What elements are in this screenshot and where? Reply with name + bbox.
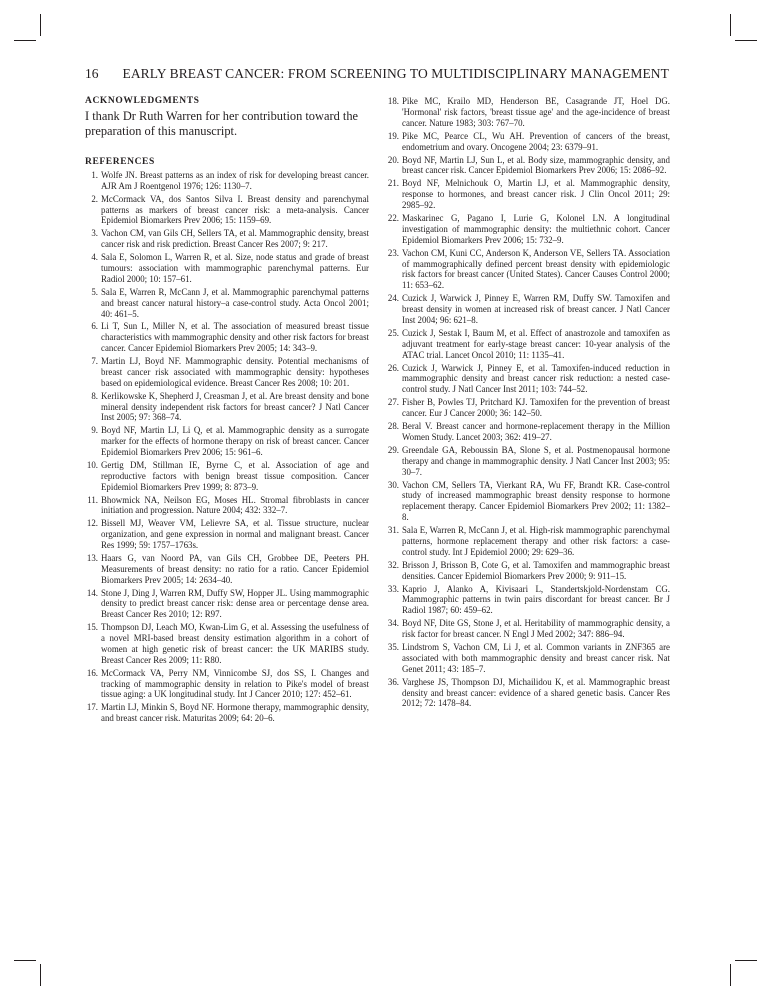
reference-item [85, 425, 369, 458]
reference-number: 12. [86, 518, 98, 529]
reference-number: 23. [387, 247, 399, 258]
crop-mark [40, 964, 41, 986]
reference-text: Maskarinec G, Pagano I, Lurie G, Kolonel LN. A longitudinal investigation of mammographic density: the multiethnic cohort. Cancer Epidemiol Biomarkers Prev 2006; 15: 732–9. [402, 213, 670, 245]
reference-number: 9. [91, 425, 98, 436]
reference-number: 15. [86, 622, 98, 633]
reference-item [85, 702, 369, 724]
crop-mark [735, 40, 757, 41]
reference-text: Haars G, van Noord PA, van Gils CH, Grobbee DE, Peeters PH. Measurements of breast density: no ratio for a ratio. Cancer Epidemiol Biomarkers Prev 2005; 14: 2634–40. [101, 552, 369, 585]
reference-text: Varghese JS, Thompson DJ, Michailidou K, et al. Mammographic breast density and breast cancer: evidence of a shared genetic basis. Cancer Res 2012; 72: 1478–84. [402, 676, 670, 709]
acknowledgments-text: I thank Dr Ruth Warren for her contribution toward the preparation of this manuscript. [85, 109, 359, 138]
reference-text: McCormack VA, Perry NM, Vinnicombe SJ, dos SS, I. Changes and tracking of mammographic density in relation to Pike's model of breast tissue aging: a UK longitudinal study. Int J Cancer 2010; 127: 452–61. [101, 667, 369, 700]
reference-text: Greendale GA, Reboussin BA, Slone S, et al. Postmenopausal hormone therapy and change in mammographic density. J Natl Cancer Inst 2003; 95: 30–7. [402, 444, 670, 477]
reference-item [386, 96, 670, 129]
reference-number: 14. [86, 587, 98, 598]
reference-item [386, 618, 670, 640]
reference-item [386, 480, 670, 523]
reference-number: 3. [91, 228, 98, 239]
reference-number: 1. [91, 170, 98, 180]
reference-number: 27. [387, 397, 399, 408]
reference-text: Pike MC, Pearce CL, Wu AH. Prevention of cancers of the breast, endometrium and ovary. Oncogene 2004; 23: 6379–91. [402, 130, 670, 152]
reference-number: 30. [387, 479, 399, 490]
reference-item [85, 194, 369, 227]
reference-item [85, 170, 369, 192]
reference-text: Beral V. Breast cancer and hormone-replacement therapy in the Million Women Study. Lancet 2003; 362: 419–27. [402, 421, 670, 442]
reference-item [85, 518, 369, 551]
reference-item [85, 287, 369, 320]
reference-item [85, 622, 369, 665]
reference-number: 28. [387, 421, 399, 432]
reference-text: Boyd NF, Martin LJ, Sun L, et al. Body size, mammographic density, and breast cancer risk. Cancer Epidemiol Biomarkers Prev 2006; 15: 2086–92. [402, 154, 670, 176]
reference-text: Boyd NF, Melnichouk O, Martin LJ, et al. Mammographic density, response to hormones, and breast cancer risk. J Clin Oncol 2011; 29: 2985–92. [402, 178, 670, 211]
reference-text: Bissell MJ, Weaver VM, Lelievre SA, et al. Tissue structure, nuclear organization, and gene expression in normal and malignant breast. Cancer Res 1999; 59: 1757–1763s. [101, 518, 369, 551]
reference-text: Boyd NF, Martin LJ, Li Q, et al. Mammographic density as a surrogate marker for the effects of hormone therapy on risk of breast cancer. Cancer Epidemiol Biomarkers Prev 2006; 15: 961–6. [101, 425, 369, 457]
reference-item [386, 131, 670, 153]
reference-text: Li T, Sun L, Miller N, et al. The association of measured breast tissue characteristics with mammographic density and other risk factors for breast cancer. Cancer Epidemiol Biomarkers Prev 2005; 14: 343–9. [101, 321, 369, 354]
reference-number: 4. [91, 252, 98, 263]
crop-mark [730, 14, 731, 36]
reference-item [386, 363, 670, 396]
running-head: EARLY BREAST CANCER: FROM SCREENING TO MULTIDISCIPLINARY MANAGEMENT [122, 66, 669, 81]
reference-item [85, 228, 369, 250]
reference-number: 22. [387, 213, 399, 223]
right-column [386, 96, 670, 711]
references-list-left [85, 170, 369, 724]
reference-item [386, 178, 670, 211]
reference-number: 13. [86, 552, 98, 563]
crop-mark [14, 40, 36, 41]
reference-text: Brisson J, Brisson B, Cote G, et al. Tamoxifen and mammographic breast densities. Cancer Epidemiol Biomarkers Prev 2000; 9: 911–15. [402, 559, 670, 581]
reference-number: 21. [387, 178, 399, 189]
reference-number: 31. [387, 525, 399, 536]
reference-item [85, 553, 369, 586]
reference-item [386, 584, 670, 617]
reference-item [386, 445, 670, 478]
reference-item [85, 588, 369, 621]
reference-number: 8. [91, 390, 98, 401]
reference-text: Sala E, Solomon L, Warren R, et al. Size, node status and grade of breast tumours: association with mammographic parenchymal patterns. Eur Radiol 2000; 10: 157–61. [101, 252, 369, 284]
reference-text: Gertig DM, Stillman IE, Byrne C, et al. Association of age and reproductive factors with benign breast tissue composition. Cancer Epidemiol Biomarkers Prev 1999; 8: 873–9. [101, 459, 369, 492]
reference-number: 19. [387, 130, 399, 141]
reference-number: 6. [91, 321, 98, 332]
reference-text: McCormack VA, dos Santos Silva I. Breast density and parenchymal patterns as markers of breast cancer risk: a meta-analysis. Cancer Epidemiol Biomarkers Prev 2006; 15: 1159–69. [101, 193, 369, 226]
reference-text: Wolfe JN. Breast patterns as an index of risk for developing breast cancer. AJR Am J Roentgenol 1976; 126: 1130–7. [101, 170, 369, 191]
reference-number: 26. [387, 362, 399, 373]
reference-item [386, 677, 670, 710]
reference-item [386, 421, 670, 443]
reference-text: Kerlikowske K, Shepherd J, Creasman J, et al. Are breast density and bone mineral density independent risk factors for breast cancer? J Natl Cancer Inst 2005; 97: 368–74. [101, 390, 369, 423]
reference-text: Thompson DJ, Leach MO, Kwan-Lim G, et al. Assessing the usefulness of a novel MRI-based breast density estimation algorithm in a cohort of women at high genetic risk of breast cancer: the UK MARIBS study. Breast Cancer Res 2009; 11: R80. [101, 622, 369, 665]
reference-text: Sala E, Warren R, McCann J, et al. High-risk mammographic parenchymal patterns, hormone replacement therapy and other risk factors: a case-control study. Int J Epidemiol 2000; 29: 629–36. [402, 525, 670, 557]
reference-item [386, 642, 670, 675]
crop-mark [14, 960, 36, 961]
reference-item [85, 252, 369, 285]
reference-number: 7. [91, 356, 98, 367]
references-list-right [386, 96, 670, 709]
reference-item [386, 248, 670, 291]
reference-item [85, 356, 369, 389]
reference-item [85, 495, 369, 517]
reference-number: 35. [387, 642, 399, 653]
reference-text: Boyd NF, Dite GS, Stone J, et al. Heritability of mammographic density, a risk factor for breast cancer. N Engl J Med 2002; 347: 886–94. [402, 618, 670, 640]
crop-mark [730, 964, 731, 986]
references-heading: REFERENCES [85, 157, 155, 167]
crop-mark [735, 960, 757, 961]
reference-item [386, 328, 670, 361]
reference-number: 18. [387, 96, 399, 106]
reference-item [386, 213, 670, 246]
reference-number: 10. [86, 459, 98, 470]
reference-number: 29. [387, 444, 399, 455]
reference-number: 32. [387, 559, 399, 570]
reference-text: Stone J, Ding J, Warren RM, Duffy SW, Hopper JL. Using mammographic density to predict breast cancer risk: dense area or percentage dense area. Breast Cancer Res 2010; 12: R97. [101, 587, 369, 620]
reference-item [386, 525, 670, 558]
reference-number: 11. [87, 494, 98, 505]
reference-number: 20. [387, 154, 399, 165]
reference-number: 36. [387, 676, 399, 687]
reference-text: Lindstrom S, Vachon CM, Li J, et al. Common variants in ZNF365 are associated with both mammographic density and breast cancer risk. Nat Genet 2011; 43: 185–7. [402, 642, 670, 674]
left-column [85, 96, 369, 726]
reference-item [386, 155, 670, 177]
reference-item [85, 391, 369, 424]
reference-number: 16. [86, 667, 98, 678]
reference-text: Pike MC, Krailo MD, Henderson BE, Casagrande JT, Hoel DG. 'Hormonal' risk factors, 'breast tissue age' and the age-incidence of breast cancer. Nature 1983; 303: 767–70. [402, 96, 670, 128]
reference-item [85, 460, 369, 493]
reference-text: Vachon CM, Sellers TA, Vierkant RA, Wu FF, Brandt KR. Case-control study of increased mammographic breast density response to hormone replacement therapy. Cancer Epidemiol Biomarkers Prev 2002; 11: 1382–8. [402, 479, 670, 523]
reference-text: Vachon CM, van Gils CH, Sellers TA, et al. Mammographic density, breast cancer risk and risk prediction. Breast Cancer Res 2007; 9: 217. [101, 228, 369, 250]
reference-text: Fisher B, Powles TJ, Pritchard KJ. Tamoxifen for the prevention of breast cancer. Eur J Cancer 2000; 36: 142–50. [402, 397, 670, 419]
reference-item [386, 293, 670, 326]
reference-text: Cuzick J, Warwick J, Pinney E, Warren RM, Duffy SW. Tamoxifen and breast density in women at increased risk of breast cancer. J Natl Cancer Inst 2004; 96: 621–8. [402, 293, 670, 325]
reference-number: 33. [387, 583, 399, 594]
reference-number: 25. [387, 327, 399, 338]
reference-item [85, 668, 369, 701]
reference-text: Cuzick J, Warwick J, Pinney E, et al. Tamoxifen-induced reduction in mammographic density and breast cancer risk reduction: a nested case-control study. J Natl Cancer Inst 2011; 103: 744–52. [402, 362, 670, 395]
reference-number: 17. [86, 702, 98, 713]
reference-number: 5. [91, 286, 98, 297]
reference-text: Kaprio J, Alanko A, Kivisaari L, Standertskjold-Nordenstam CG. Mammographic patterns in twin pairs discordant for breast cancer. Br J Radiol 1987; 60: 459–62. [402, 583, 670, 616]
page-number: 16 [85, 66, 99, 81]
reference-number: 24. [387, 293, 399, 304]
reference-item [386, 397, 670, 419]
reference-text: Sala E, Warren R, McCann J, et al. Mammographic parenchymal patterns and breast cancer natural history–a case-control study. Acta Oncol 2001; 40: 461–5. [101, 286, 369, 319]
reference-text: Vachon CM, Kuni CC, Anderson K, Anderson VE, Sellers TA. Association of mammographically defined percent breast density with epidemiologic risk factors for breast cancer (United States). Cancer Causes Control 2000; 11: 653–62. [402, 247, 670, 291]
reference-number: 34. [387, 618, 399, 629]
reference-text: Martin LJ, Boyd NF. Mammographic density. Potential mechanisms of breast cancer risk associated with mammographic density: hypotheses based on epidemiological evidence. Breast Cancer Res 2008; 10: 201. [101, 356, 369, 388]
reference-text: Cuzick J, Sestak I, Baum M, et al. Effect of anastrozole and tamoxifen as adjuvant treatment for early-stage breast cancer: 10-year analysis of the ATAC trial. Lancet Oncol 2010; 11: 1135–41. [402, 327, 670, 360]
reference-text: Bhowmick NA, Neilson EG, Moses HL. Stromal fibroblasts in cancer initiation and progression. Nature 2004; 432: 332–7. [101, 494, 369, 516]
reference-text: Martin LJ, Minkin S, Boyd NF. Hormone therapy, mammographic density, and breast cancer risk. Maturitas 2009; 64: 20–6. [101, 702, 369, 724]
acknowledgments-heading: ACKNOWLEDGMENTS [85, 96, 200, 106]
reference-item [386, 560, 670, 582]
reference-number: 2. [91, 193, 98, 204]
crop-mark [40, 14, 41, 36]
reference-item [85, 321, 369, 354]
